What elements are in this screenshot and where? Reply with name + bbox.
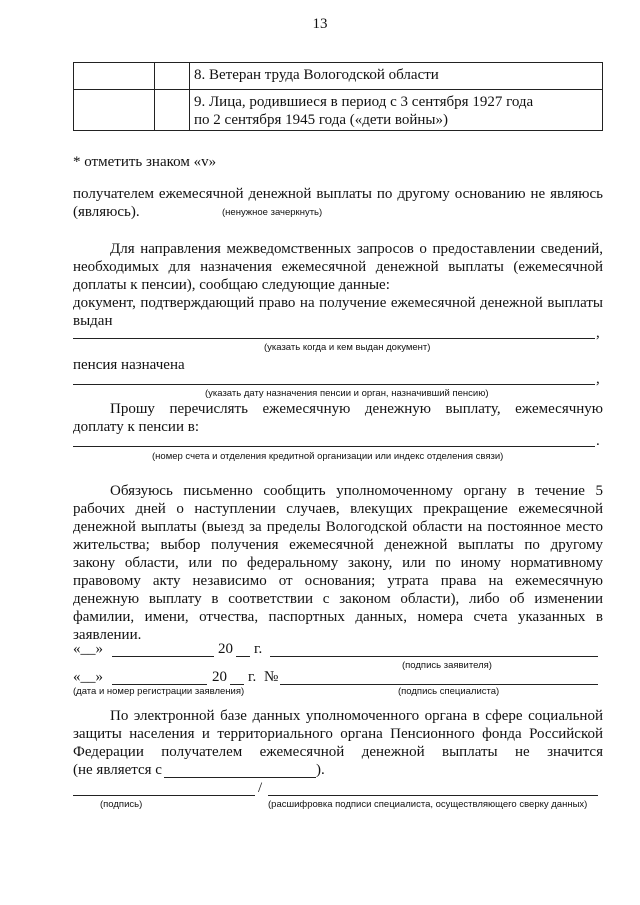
paragraph-line: По электронной базе данных уполномоченного органа в сфере социальной xyxy=(110,708,603,724)
page-number: 13 xyxy=(312,16,328,32)
year-suffix: г. xyxy=(248,669,257,685)
year-prefix: 20 xyxy=(212,669,227,685)
paragraph-line: правовому акту независимо от основания; утрата права на ежемесячную xyxy=(73,573,603,589)
table-row xyxy=(74,63,603,90)
paragraph-line: Прошу перечислять ежемесячную денежную выплату, ежемесячную xyxy=(110,401,603,417)
recipient-line: (являюсь). xyxy=(73,204,140,220)
account-caption: (номер счета и отделения кредитной организации или индекс отделения связи) xyxy=(152,451,504,462)
paragraph-line: рабочих дней о наступлении случаев, влекущих прекращение ежемесячной xyxy=(73,501,603,517)
paragraph-line: Обязуюсь письменно сообщить уполномоченному органу в течение 5 xyxy=(110,483,603,499)
comma: , xyxy=(596,325,600,341)
year-field[interactable] xyxy=(230,684,244,685)
document-field[interactable] xyxy=(73,338,595,339)
paragraph-line: закону области, или по федеральному закону, или по иному нормативному xyxy=(73,555,603,571)
comma: , xyxy=(596,371,600,387)
pension-label: пенсия назначена xyxy=(73,357,185,373)
pension-caption: (указать дату назначения пенсии и орган, назначивший пенсию) xyxy=(205,388,489,399)
decipher-field[interactable] xyxy=(268,795,598,796)
category-cell xyxy=(190,90,603,131)
year-prefix: 20 xyxy=(218,641,233,657)
number-cell xyxy=(74,63,155,90)
slash: / xyxy=(258,780,263,796)
year-field[interactable] xyxy=(236,656,250,657)
date-field[interactable] xyxy=(164,777,316,778)
paragraph-line: фамилии, имени, отчества, паспортных данных, номера счета указанных в xyxy=(73,609,603,625)
category-label: 9. Лица, родившиеся в период с 3 сентября 1927 года xyxy=(194,94,534,110)
paragraph-line: (не является с xyxy=(73,762,162,778)
paragraph-line: доплату к пенсии в: xyxy=(73,419,199,435)
registration-caption: (дата и номер регистрации заявления) xyxy=(73,686,245,697)
period: . xyxy=(596,433,600,449)
number-cell xyxy=(74,90,155,131)
applicant-caption: (подпись заявителя) xyxy=(402,660,492,671)
date-month-field[interactable] xyxy=(112,656,214,657)
applicant-signature-field[interactable] xyxy=(270,656,598,657)
date-month-field[interactable] xyxy=(112,684,207,685)
category-label: по 2 сентября 1945 года («дети войны») xyxy=(194,112,448,128)
number-sign: № xyxy=(264,669,279,685)
paragraph-line: защиты населения и территориального органа Пенсионного фонда Российской xyxy=(73,726,603,742)
footnote: * отметить знаком «v» xyxy=(73,154,217,170)
paragraph-line: документ, подтверждающий право на получение ежемесячной денежной выплаты xyxy=(73,295,603,311)
checkbox-cell[interactable] xyxy=(155,63,190,90)
category-label: 8. Ветеран труда Вологодской области xyxy=(194,67,439,83)
account-field[interactable] xyxy=(73,446,595,447)
paragraph-line: заявлении. xyxy=(73,627,142,643)
paragraph-line: ). xyxy=(316,762,325,778)
paragraph-line: денежной выплаты (выезд за пределы Вологодской области на постоянное место xyxy=(73,519,603,535)
document-caption: (указать когда и кем выдан документ) xyxy=(264,342,431,353)
signature-field[interactable] xyxy=(73,795,255,796)
category-cell xyxy=(190,63,603,90)
pension-field[interactable] xyxy=(73,384,595,385)
paragraph-line: жительства; выбор получения ежемесячной денежной выплаты по другому xyxy=(73,537,603,553)
paragraph-line: Федерации получателем ежемесячной денежной выплаты не значится xyxy=(73,744,603,760)
date-day: «__» xyxy=(73,669,103,685)
paragraph-line: денежную выплату в соответствии с законом области), либо об изменении xyxy=(73,591,603,607)
year-suffix: г. xyxy=(254,641,263,657)
paragraph-line: доплаты к пенсии), сообщаю следующие данные: xyxy=(73,277,390,293)
recipient-line: получателем ежемесячной денежной выплаты по другому основанию не являюсь xyxy=(73,186,603,202)
paragraph-line: выдан xyxy=(73,313,113,329)
specialist-caption: (подпись специалиста) xyxy=(398,686,500,697)
checkbox-cell[interactable] xyxy=(155,90,190,131)
date-day: «__» xyxy=(73,641,103,657)
paragraph-line: Для направления межведомственных запросов о предоставлении сведений, xyxy=(110,241,603,257)
strike-hint: (ненужное зачеркнуть) xyxy=(222,207,323,218)
paragraph-line: необходимых для назначения ежемесячной денежной выплаты (ежемесячной xyxy=(73,259,603,275)
decipher-caption: (расшифровка подписи специалиста, осуществляющего сверку данных) xyxy=(268,799,588,810)
signature-caption: (подпись) xyxy=(100,799,143,810)
registration-number-field[interactable] xyxy=(280,684,598,685)
benefit-category-table xyxy=(73,62,603,131)
table-row xyxy=(74,90,603,131)
